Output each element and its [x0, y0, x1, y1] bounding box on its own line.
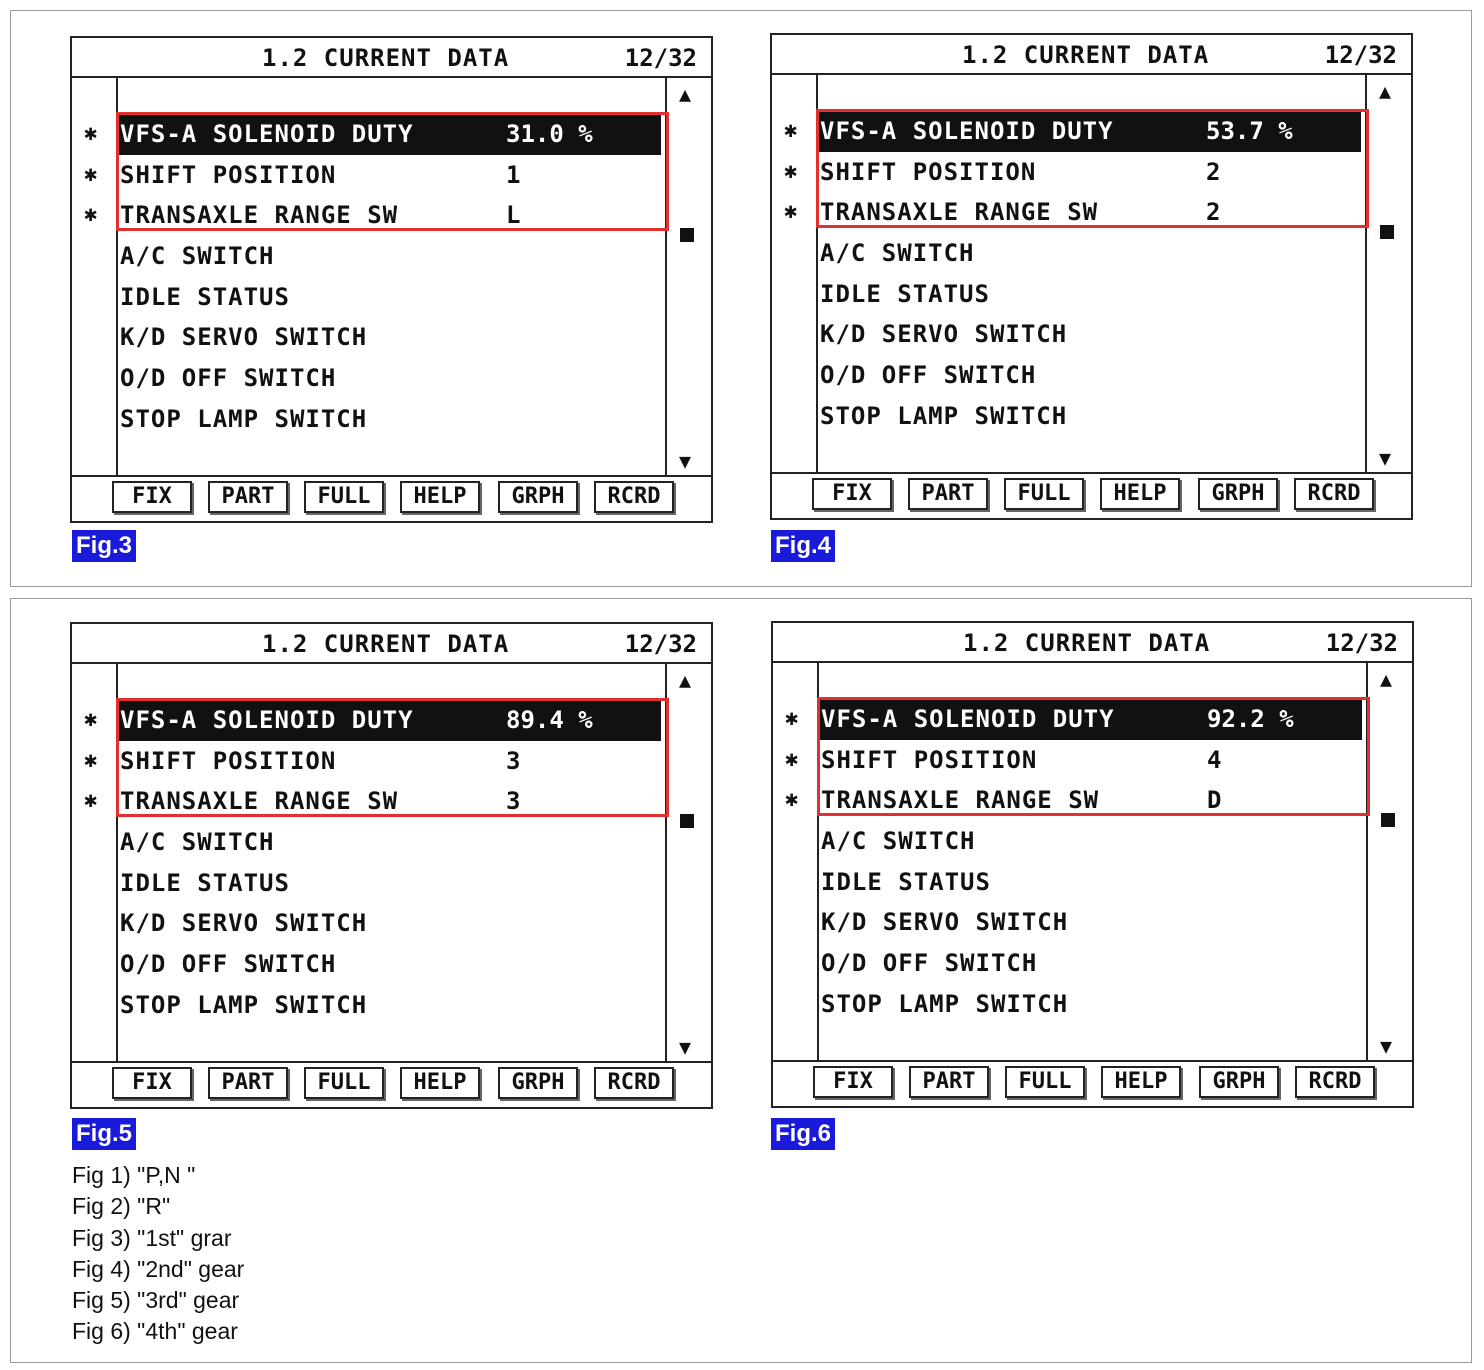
figure-label: Fig.6 — [771, 1118, 835, 1150]
graph-button[interactable]: GRPH — [1198, 478, 1278, 510]
data-list — [72, 114, 667, 440]
row-label: VFS-A SOLENOID DUTY — [120, 120, 414, 148]
scan-tool-screen-fig5 — [70, 622, 713, 1109]
data-row[interactable] — [72, 781, 667, 822]
row-label: STOP LAMP SWITCH — [820, 401, 1068, 430]
screen-title: 1.2 CURRENT DATA — [963, 629, 1211, 657]
scroll-thumb[interactable] — [680, 814, 694, 828]
row-label: STOP LAMP SWITCH — [821, 989, 1069, 1018]
data-row-selected[interactable] — [784, 111, 1361, 152]
data-row[interactable] — [772, 233, 1367, 274]
note-line: Fig 3) "1st" grar — [72, 1224, 232, 1251]
row-label: K/D SERVO SWITCH — [821, 908, 1069, 937]
page-counter: 12/32 — [1324, 41, 1397, 69]
row-label: SHIFT POSITION — [820, 157, 1037, 186]
fixed-marker-icon: ✱ — [784, 118, 798, 143]
part-button[interactable]: PART — [909, 1066, 989, 1098]
data-row-selected[interactable] — [785, 699, 1362, 740]
data-row[interactable] — [773, 984, 1368, 1025]
fixed-marker-icon: ✱ — [785, 706, 799, 731]
note-line: Fig 1) "P,N " — [72, 1162, 196, 1188]
function-button-bar — [72, 475, 711, 521]
page-counter: 12/32 — [624, 44, 697, 72]
row-label: O/D OFF SWITCH — [821, 949, 1038, 978]
data-row[interactable] — [772, 314, 1367, 355]
data-row-selected[interactable] — [84, 114, 661, 155]
full-button[interactable]: FULL — [304, 481, 384, 513]
row-label: SHIFT POSITION — [120, 160, 337, 189]
row-label: VFS-A SOLENOID DUTY — [120, 706, 414, 734]
scroll-up-arrow-icon[interactable]: ▲ — [679, 668, 692, 692]
data-row[interactable] — [72, 903, 667, 944]
fixed-marker-icon: ✱ — [784, 199, 798, 225]
graph-button[interactable]: GRPH — [1199, 1066, 1279, 1098]
part-button[interactable]: PART — [208, 1067, 288, 1099]
full-button[interactable]: FULL — [1004, 478, 1084, 510]
row-label: A/C SWITCH — [820, 239, 975, 268]
row-label: TRANSAXLE RANGE SW — [820, 198, 1099, 227]
screen-titlebar — [773, 623, 1412, 663]
scroll-down-arrow-icon[interactable]: ▼ — [1380, 1034, 1393, 1058]
data-row[interactable] — [72, 944, 667, 985]
row-label: IDLE STATUS — [820, 279, 990, 308]
scrollbar[interactable] — [665, 76, 711, 477]
screen-title: 1.2 CURRENT DATA — [262, 630, 510, 658]
scroll-up-arrow-icon[interactable]: ▲ — [1380, 667, 1393, 691]
row-value: 89.4 % — [506, 706, 593, 734]
scroll-up-arrow-icon[interactable]: ▲ — [1379, 79, 1392, 103]
part-button[interactable]: PART — [208, 481, 288, 513]
data-row[interactable] — [72, 741, 667, 782]
fixed-marker-icon: ✱ — [84, 161, 98, 187]
data-row[interactable] — [773, 740, 1368, 781]
fixed-marker-icon: ✱ — [84, 121, 98, 146]
fix-button[interactable]: FIX — [112, 1067, 192, 1099]
data-row[interactable] — [773, 821, 1368, 862]
scroll-up-arrow-icon[interactable]: ▲ — [679, 82, 692, 106]
row-value: 3 — [506, 746, 521, 775]
row-label: IDLE STATUS — [821, 867, 991, 896]
figure-notes — [72, 1160, 244, 1348]
row-value: 1 — [506, 160, 521, 189]
fixed-marker-icon: ✱ — [785, 746, 799, 772]
scan-tool-screen-fig3 — [70, 36, 713, 523]
fix-button[interactable]: FIX — [813, 1066, 893, 1098]
full-button[interactable]: FULL — [304, 1067, 384, 1099]
data-row[interactable] — [772, 152, 1367, 193]
note-line: Fig 5) "3rd" gear — [72, 1287, 240, 1314]
row-label: O/D OFF SWITCH — [120, 950, 337, 979]
row-value: 92.2 % — [1207, 705, 1294, 733]
scroll-thumb[interactable] — [1381, 813, 1395, 827]
screen-title: 1.2 CURRENT DATA — [262, 44, 510, 72]
data-row[interactable] — [72, 399, 667, 440]
fix-button[interactable]: FIX — [812, 478, 892, 510]
row-label: IDLE STATUS — [120, 282, 290, 311]
scroll-down-arrow-icon[interactable]: ▼ — [679, 449, 692, 473]
figure-label: Fig.5 — [72, 1118, 136, 1150]
data-row[interactable] — [773, 902, 1368, 943]
scan-tool-screen-fig6 — [771, 621, 1414, 1108]
full-button[interactable]: FULL — [1005, 1066, 1085, 1098]
scrollbar[interactable] — [665, 662, 711, 1063]
row-value: 4 — [1207, 745, 1222, 774]
row-label: IDLE STATUS — [120, 868, 290, 897]
help-button[interactable]: HELP — [400, 481, 480, 513]
graph-button[interactable]: GRPH — [498, 481, 578, 513]
row-value: 53.7 % — [1206, 117, 1293, 145]
row-label: O/D OFF SWITCH — [820, 361, 1037, 390]
row-label: STOP LAMP SWITCH — [120, 404, 368, 433]
data-row[interactable] — [72, 317, 667, 358]
row-label: STOP LAMP SWITCH — [120, 990, 368, 1019]
row-label: SHIFT POSITION — [120, 746, 337, 775]
row-label: A/C SWITCH — [821, 827, 976, 856]
row-label: VFS-A SOLENOID DUTY — [820, 117, 1114, 145]
data-row[interactable] — [773, 862, 1368, 903]
scroll-down-arrow-icon[interactable]: ▼ — [1379, 446, 1392, 470]
row-value: D — [1207, 786, 1222, 815]
help-button[interactable]: HELP — [1101, 1066, 1181, 1098]
data-row[interactable] — [72, 236, 667, 277]
data-row[interactable] — [772, 396, 1367, 437]
row-label: SHIFT POSITION — [821, 745, 1038, 774]
data-row[interactable] — [72, 822, 667, 863]
screen-title: 1.2 CURRENT DATA — [962, 41, 1210, 69]
scrollbar[interactable] — [1365, 73, 1411, 474]
help-button[interactable]: HELP — [1100, 478, 1180, 510]
record-button[interactable]: RCRD — [594, 481, 674, 513]
record-button[interactable]: RCRD — [1294, 478, 1374, 510]
data-row[interactable] — [772, 192, 1367, 233]
part-button[interactable]: PART — [908, 478, 988, 510]
fixed-marker-icon: ✱ — [784, 158, 798, 184]
graph-button[interactable]: GRPH — [498, 1067, 578, 1099]
record-button[interactable]: RCRD — [1295, 1066, 1375, 1098]
row-value: 2 — [1206, 157, 1221, 186]
screen-titlebar — [72, 38, 711, 78]
row-label: K/D SERVO SWITCH — [820, 320, 1068, 349]
data-row[interactable] — [72, 155, 667, 196]
data-row-selected[interactable] — [84, 700, 661, 741]
data-row[interactable] — [773, 943, 1368, 984]
scroll-down-arrow-icon[interactable]: ▼ — [679, 1035, 692, 1059]
figure-label: Fig.4 — [771, 530, 835, 562]
row-label: TRANSAXLE RANGE SW — [120, 787, 399, 816]
scroll-thumb[interactable] — [1380, 225, 1394, 239]
row-label: TRANSAXLE RANGE SW — [821, 786, 1100, 815]
data-row[interactable] — [72, 985, 667, 1026]
data-row[interactable] — [772, 355, 1367, 396]
row-label: TRANSAXLE RANGE SW — [120, 201, 399, 230]
data-row[interactable] — [772, 274, 1367, 315]
help-button[interactable]: HELP — [400, 1067, 480, 1099]
fixed-marker-icon: ✱ — [84, 202, 98, 228]
scroll-thumb[interactable] — [680, 228, 694, 242]
function-button-bar — [772, 472, 1411, 518]
scrollbar[interactable] — [1366, 661, 1412, 1062]
row-label: VFS-A SOLENOID DUTY — [821, 705, 1115, 733]
screen-titlebar — [72, 624, 711, 664]
note-line: Fig 6) "4th" gear — [72, 1318, 238, 1345]
row-label: K/D SERVO SWITCH — [120, 909, 368, 938]
row-value: 3 — [506, 787, 521, 816]
data-list — [72, 700, 667, 1026]
data-row[interactable] — [72, 863, 667, 904]
data-row[interactable] — [773, 780, 1368, 821]
fixed-marker-icon: ✱ — [84, 707, 98, 732]
page-counter: 12/32 — [624, 630, 697, 658]
record-button[interactable]: RCRD — [594, 1067, 674, 1099]
data-row[interactable] — [72, 358, 667, 399]
function-button-bar — [72, 1061, 711, 1107]
row-label: K/D SERVO SWITCH — [120, 323, 368, 352]
fixed-marker-icon: ✱ — [785, 787, 799, 813]
data-list — [773, 699, 1368, 1025]
note-line: Fig 2) "R" — [72, 1193, 171, 1220]
function-button-bar — [773, 1060, 1412, 1106]
page-counter: 12/32 — [1325, 629, 1398, 657]
fix-button[interactable]: FIX — [112, 481, 192, 513]
row-label: A/C SWITCH — [120, 828, 275, 857]
screen-titlebar — [772, 35, 1411, 75]
scan-tool-screen-fig4 — [770, 33, 1413, 520]
figure-label: Fig.3 — [72, 530, 136, 562]
row-value: L — [506, 201, 521, 230]
fixed-marker-icon: ✱ — [84, 788, 98, 814]
data-row[interactable] — [72, 195, 667, 236]
row-value: 31.0 % — [506, 120, 593, 148]
row-label: O/D OFF SWITCH — [120, 364, 337, 393]
data-row[interactable] — [72, 277, 667, 318]
row-value: 2 — [1206, 198, 1221, 227]
row-label: A/C SWITCH — [120, 242, 275, 271]
fixed-marker-icon: ✱ — [84, 747, 98, 773]
note-line: Fig 4) "2nd" gear — [72, 1255, 245, 1282]
data-list — [772, 111, 1367, 437]
